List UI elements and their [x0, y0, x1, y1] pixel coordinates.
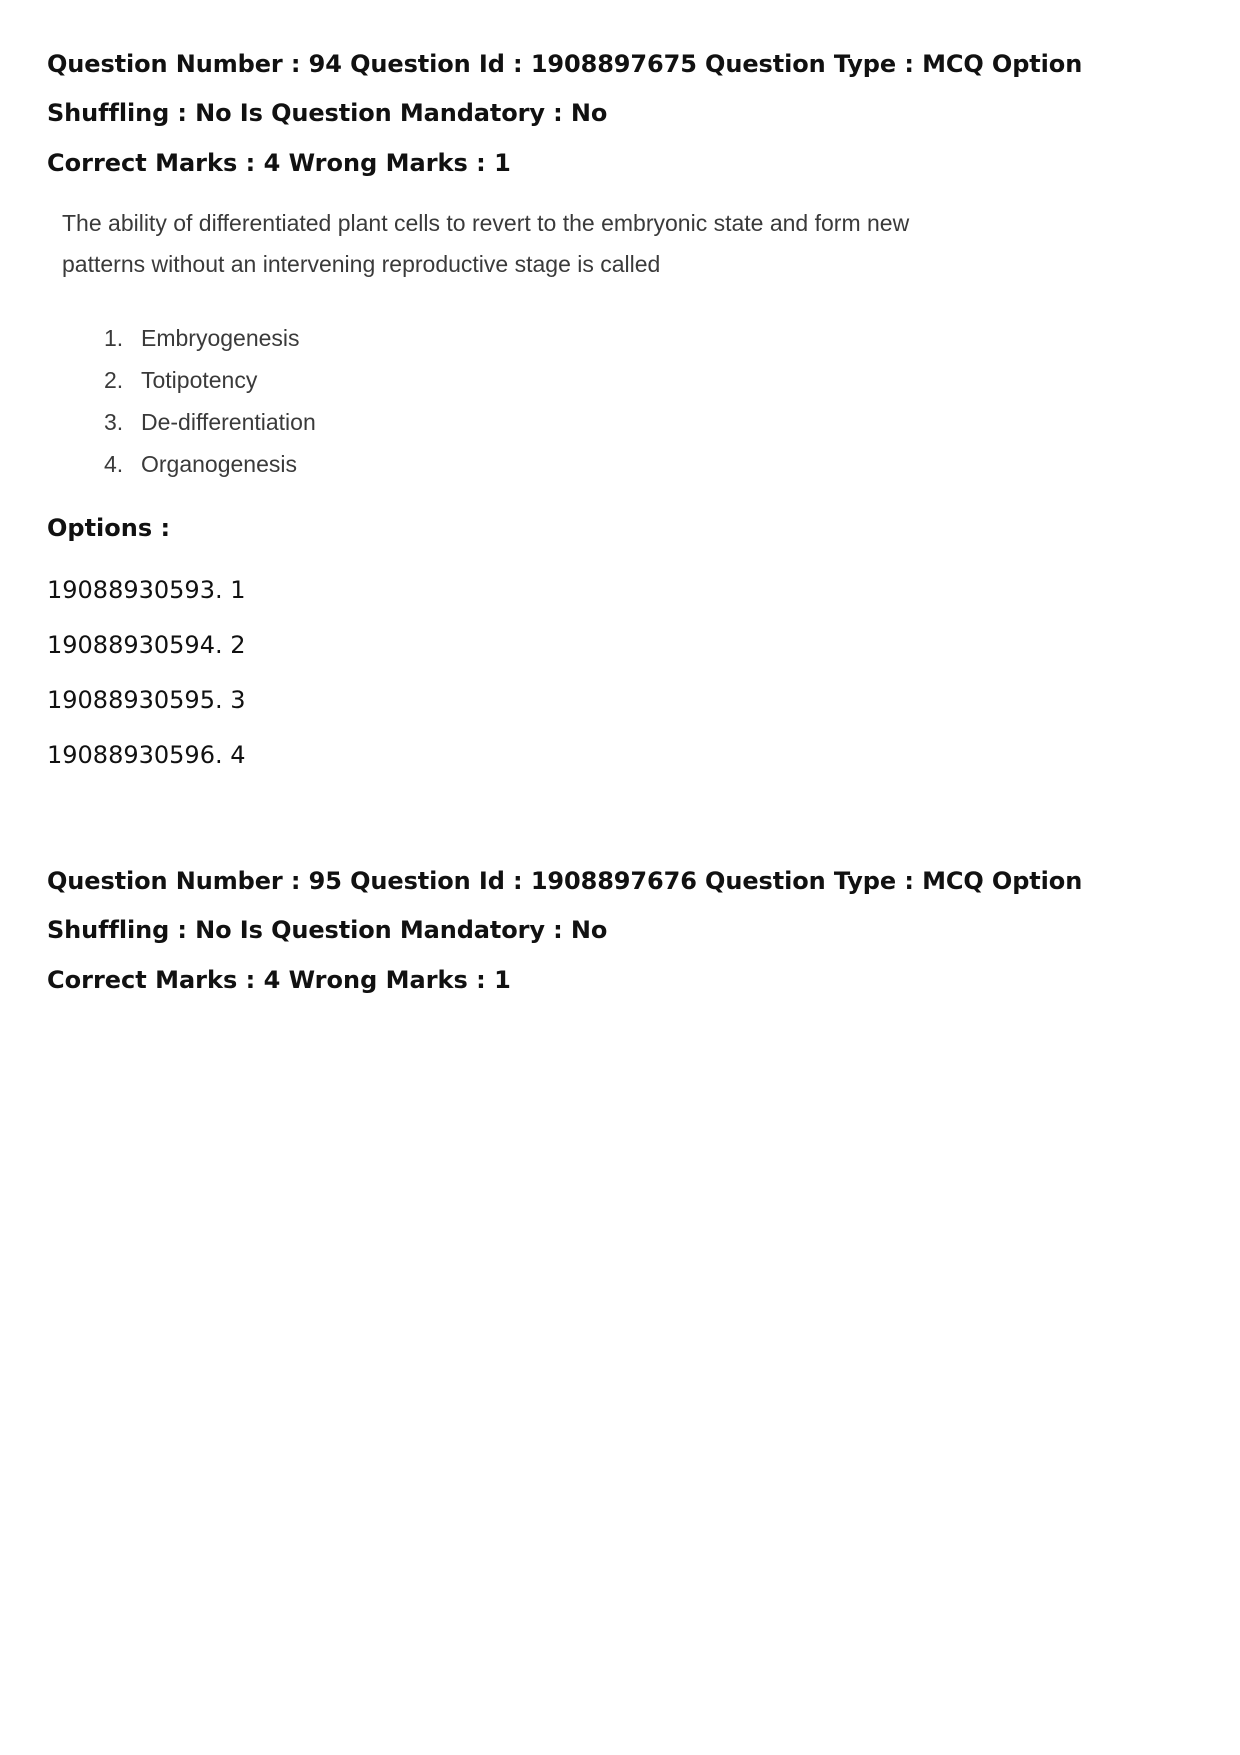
question-stem: The ability of differentiated plant cells to revert to the embryonic state and form new patterns without an intervening reproductive stage is called — [62, 210, 910, 277]
question-header: Question Number : 94 Question Id : 1908897675 Question Type : MCQ Option Shuffling : No Is Question Mandatory : No — [47, 50, 1083, 127]
choice-item — [104, 443, 1207, 485]
question-marks: Correct Marks : 4 Wrong Marks : 1 — [47, 966, 511, 994]
choice-text: De-differentiation — [141, 409, 316, 435]
question-95 — [47, 857, 1207, 995]
choice-number: 1. — [104, 325, 124, 351]
option-item: 19088930595. 3 — [47, 686, 246, 714]
option-item: 19088930596. 4 — [47, 741, 246, 769]
question-header: Question Number : 95 Question Id : 1908897676 Question Type : MCQ Option Shuffling : No Is Question Mandatory : No — [47, 867, 1083, 944]
question-marks: Correct Marks : 4 Wrong Marks : 1 — [47, 149, 511, 177]
choice-number: 4. — [104, 451, 124, 477]
choice-item — [104, 317, 1207, 359]
question-image — [62, 203, 1207, 485]
choice-number: 2. — [104, 367, 124, 393]
choice-item — [104, 359, 1207, 401]
option-item: 19088930593. 1 — [47, 576, 246, 604]
option-item: 19088930594. 2 — [47, 631, 246, 659]
choice-item — [104, 401, 1207, 443]
options-list — [47, 563, 1207, 783]
choice-number: 3. — [104, 409, 124, 435]
choice-text: Embryogenesis — [141, 325, 300, 351]
question-94 — [47, 40, 1207, 783]
choice-text: Organogenesis — [141, 451, 297, 477]
choice-list — [62, 317, 1207, 485]
options-heading: Options : — [47, 514, 171, 542]
choice-text: Totipotency — [141, 367, 258, 393]
